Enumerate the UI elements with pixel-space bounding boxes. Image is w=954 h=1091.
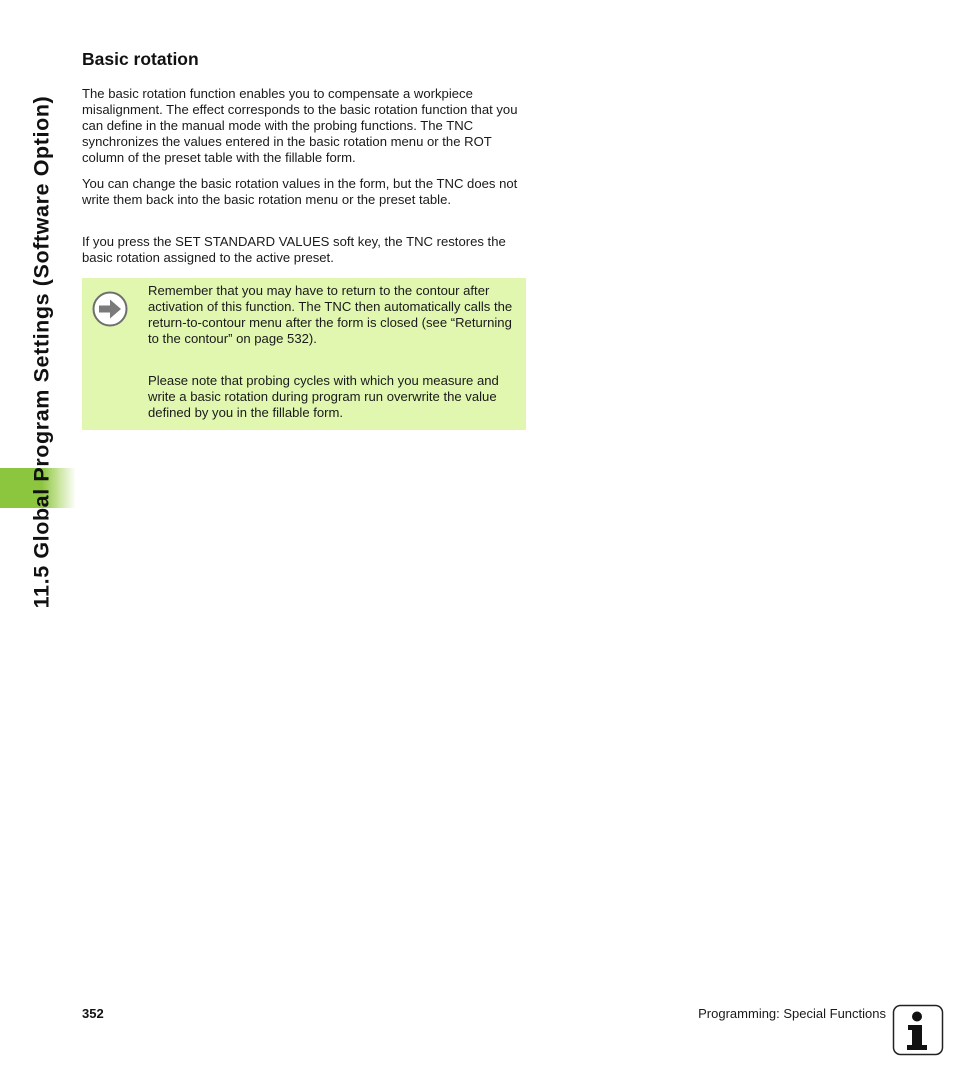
note-paragraph-probing: Please note that probing cycles with which you measure and write a basic rotation during program run overwrite the value defined by you in the fillable form. (148, 373, 499, 420)
note-paragraph-contour: Remember that you may have to return to the contour after activation of this function. The TNC then automatically calls the return-to-contour menu after the form is closed (see “Returning to the contour” on page 532). (148, 283, 513, 346)
footer-chapter-name: Programming: Special Functions (698, 1006, 886, 1021)
paragraph-form-values: You can change the basic rotation values in the form, but the TNC does not write them back into the basic rotation menu or the preset table. (82, 176, 518, 207)
chapter-title-text: 11.5 Global Program Settings (Software Option) (29, 95, 54, 609)
info-icon (892, 1004, 944, 1056)
paragraph-intro: The basic rotation function enables you to compensate a workpiece misalignment. The effect corresponds to the basic rotation function that you can define in the manual mode with the probing functions. The TNC synchronizes the values entered in the basic rotation menu or the ROT column of the preset table with the fillable form. (82, 86, 518, 165)
paragraph-standard-values: If you press the SET STANDARD VALUES soft key, the TNC restores the basic rotation assigned to the active preset. (82, 234, 506, 265)
section-heading: Basic rotation (82, 49, 199, 69)
page-number: 352 (82, 1006, 104, 1021)
note-box (82, 278, 526, 430)
arrow-right-circle-icon (92, 291, 128, 327)
